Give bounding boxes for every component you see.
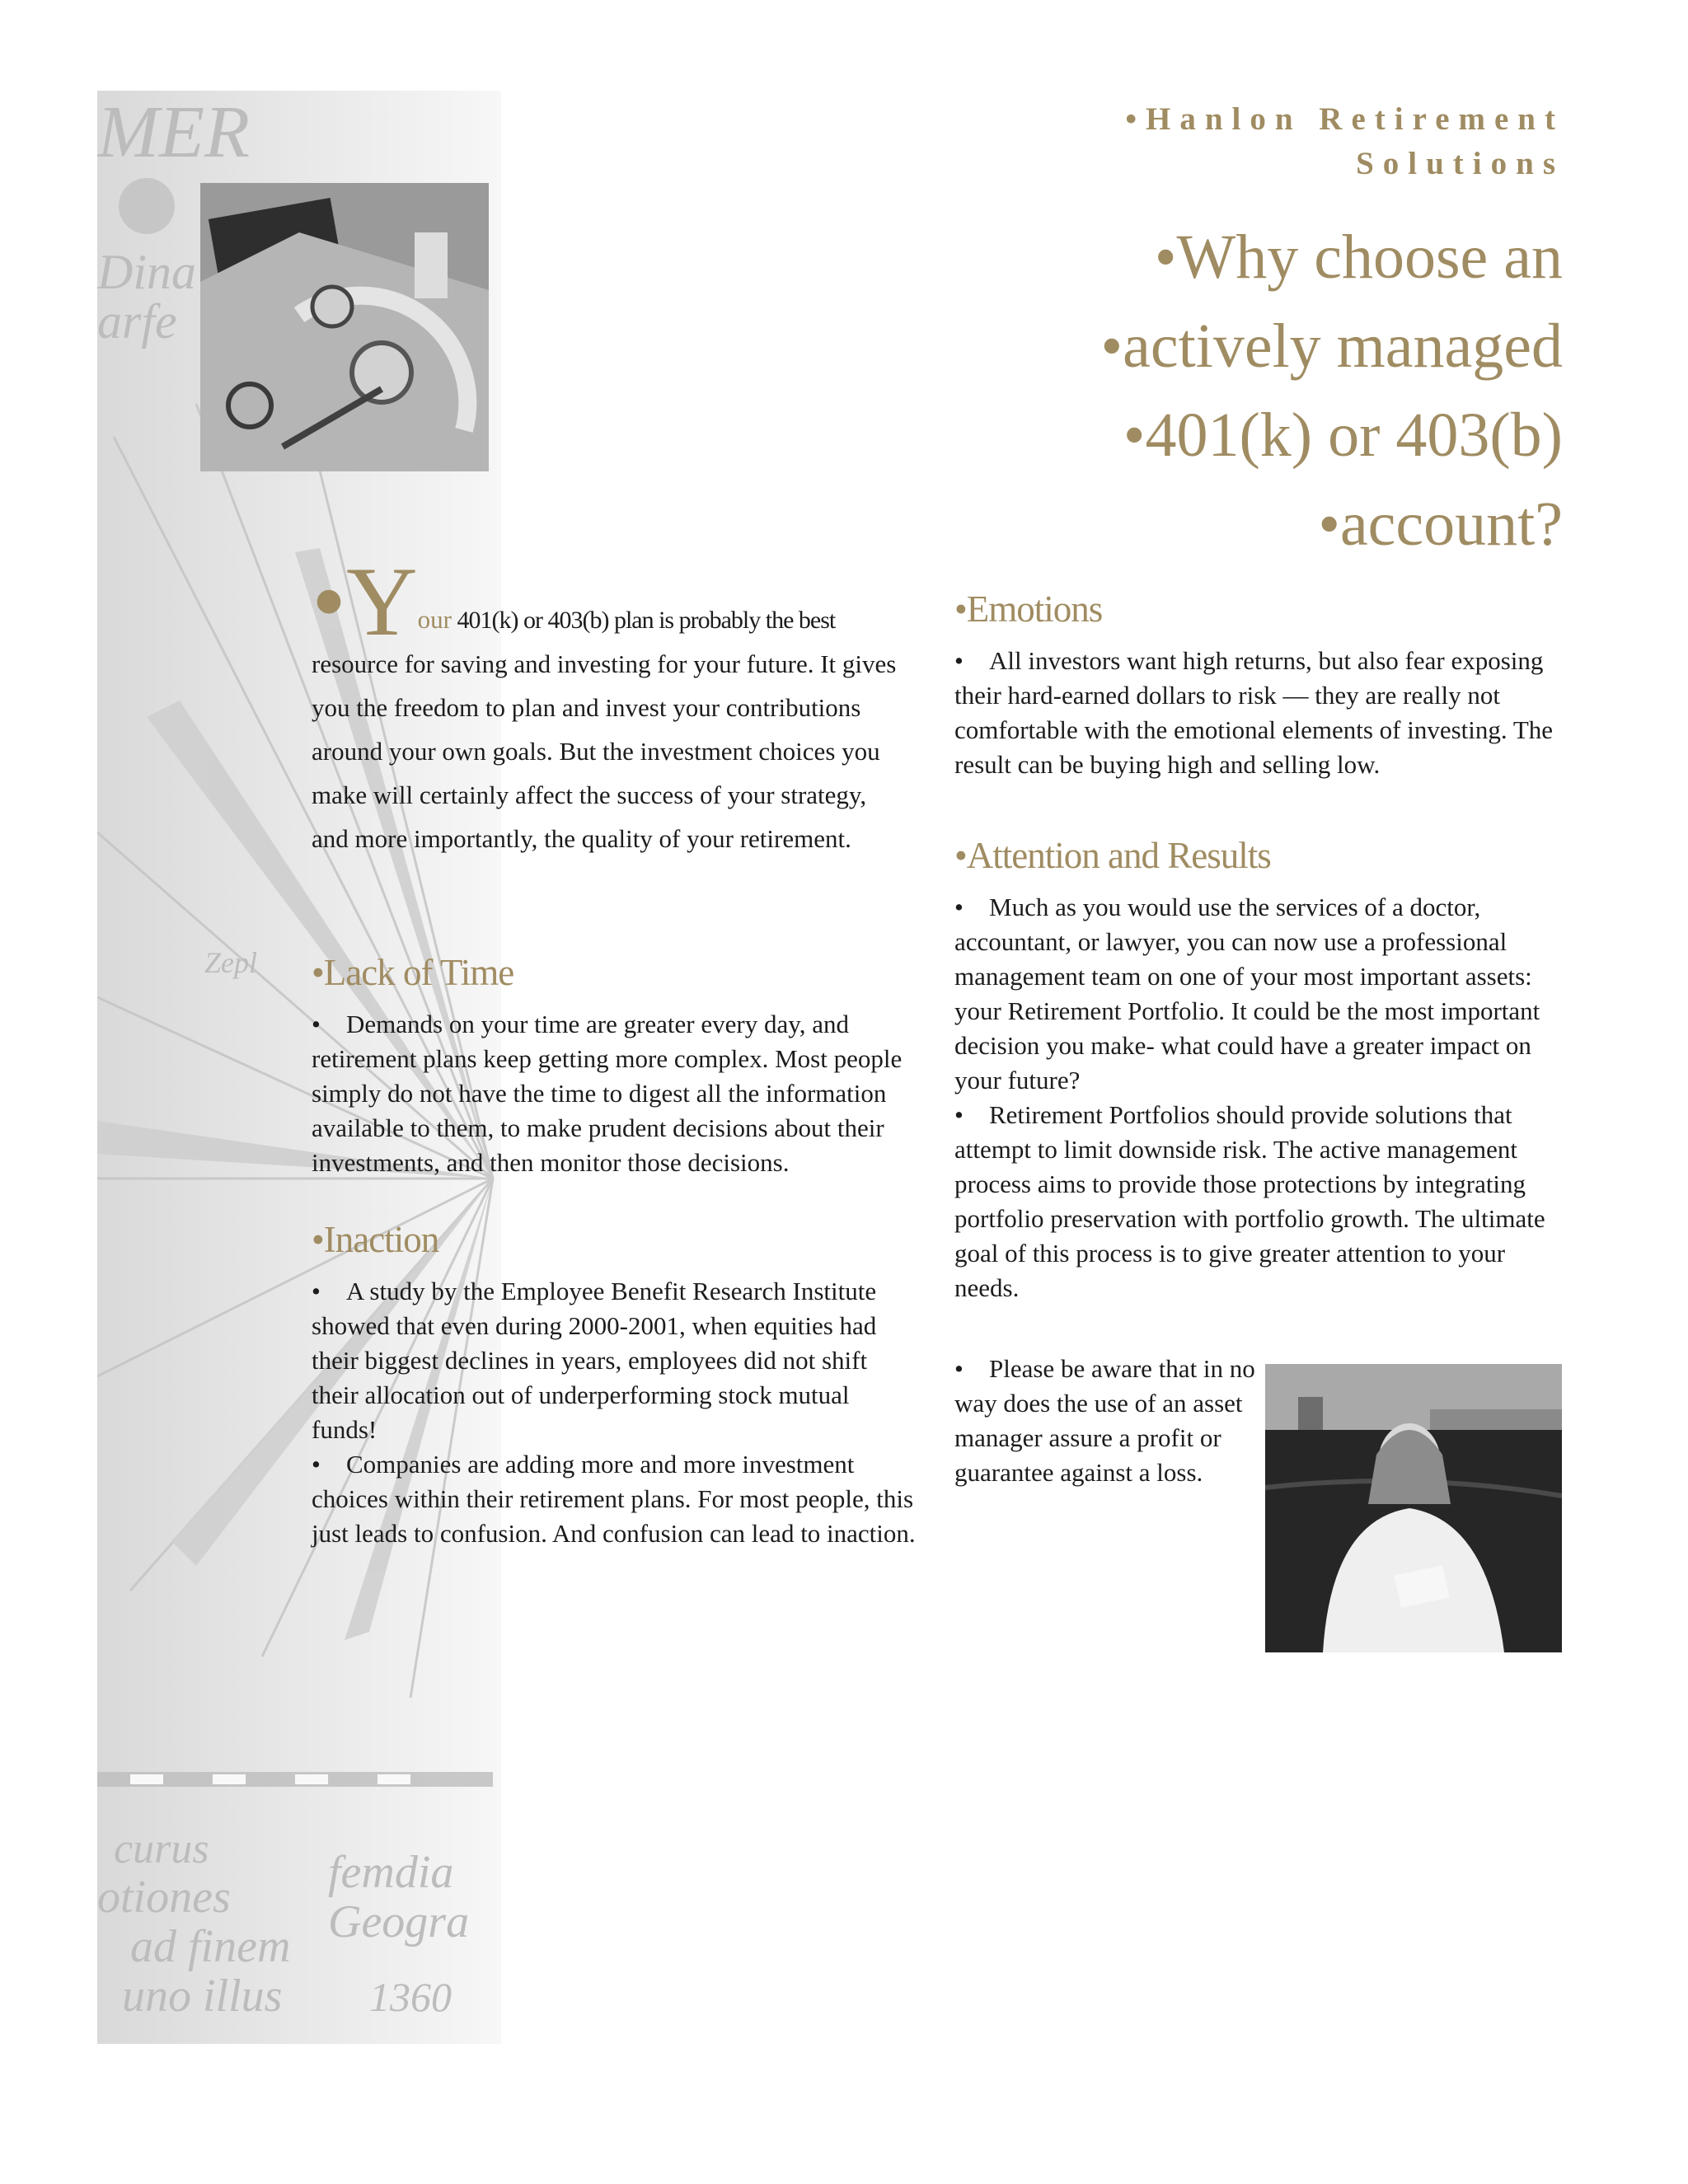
section-body-inaction	[312, 1274, 917, 1551]
bullet-marker: •	[312, 1277, 321, 1305]
bullet-paragraph	[312, 1274, 917, 1447]
bullet-text: Retirement Portfolios should provide solutions that attempt to limit downside risk. The active management process aims to provide those protections by integrating portfolio preservation with portfolio growth. The ultimate goal of this process is to give greater attention to your needs.	[954, 1100, 1545, 1302]
intro-dropcap: •Y	[312, 546, 418, 656]
page-headline	[821, 213, 1563, 569]
bullet-paragraph	[312, 1447, 917, 1551]
bullet-text: Companies are adding more and more investment choices within their retirement plans. For most people, this just leads to confusion. And confusion can lead to inaction.	[312, 1450, 916, 1548]
map-text: femdia	[328, 1847, 454, 1898]
section-body-lack-of-time	[312, 1007, 917, 1180]
map-text: curus	[114, 1825, 209, 1872]
bullet-paragraph	[312, 1007, 917, 1180]
bullet-marker: •	[312, 1010, 321, 1038]
map-text: ad finem	[130, 1921, 291, 1972]
bullet-paragraph	[954, 890, 1564, 1098]
map-text: MER	[97, 91, 250, 173]
intro-paragraph	[312, 546, 905, 860]
map-text: Dina	[97, 245, 196, 299]
section-title-emotions: •Emotions	[954, 588, 1103, 630]
map-text: otiones	[97, 1872, 231, 1923]
navigation-tools-photo	[200, 183, 489, 471]
company-name	[987, 97, 1564, 186]
bullet-text: Much as you would use the services of a doctor, accountant, or lawyer, you can now use a professional management team on one of your most important assets: your Retirement Portfolio. It could be the most important decision you make- what could have a greater impact on your future?	[954, 893, 1540, 1094]
map-text: Zepl	[204, 946, 258, 979]
intro-dropcap-rest: our	[417, 605, 452, 634]
bullet-text: All investors want high returns, but also fear exposing their hard-earned dollars to risk — they are really not comfortable with the emotional elements of investing. The result can be buying high and selling low.	[954, 646, 1554, 779]
headline-line1: •Why choose an	[1154, 223, 1563, 292]
bullet-marker: •	[954, 646, 964, 675]
section-title-inaction: •Inaction	[312, 1219, 439, 1260]
disclaimer-text: Please be aware that in no way does the use of an asset manager assure a profit or guarantee against a loss.	[954, 1354, 1255, 1487]
company-name-line1: •Hanlon Retirement	[1125, 101, 1564, 137]
bullet-marker: •	[954, 1100, 964, 1129]
section-body-attention-results	[954, 890, 1564, 1305]
section-body-emotions	[954, 644, 1564, 782]
bullet-text: Demands on your time are greater every day, and retirement plans keep getting more complex. Most people simply do not have the time to digest all the information available to them, to make prudent decisions about their investments, and then monitor those decisions.	[312, 1010, 903, 1177]
company-name-line2: Solutions	[1356, 146, 1564, 181]
section-title-attention-results: •Attention and Results	[954, 835, 1271, 876]
disclaimer-note	[954, 1352, 1259, 1490]
map-text: 1360	[369, 1974, 452, 2020]
headline-line4: •account?	[1318, 490, 1563, 559]
bullet-marker: •	[312, 1450, 321, 1479]
bullet-marker: •	[954, 1354, 964, 1383]
section-title-lack-of-time: •Lack of Time	[312, 952, 514, 993]
headline-line3: •401(k) or 403(b)	[1123, 401, 1563, 470]
headline-line2: •actively managed	[1100, 312, 1563, 381]
bullet-paragraph	[954, 1098, 1564, 1305]
map-text: uno illus	[122, 1971, 283, 2022]
map-text: Geogra	[328, 1896, 470, 1947]
intro-first-line: 401(k) or 403(b) plan is probably the best	[452, 607, 836, 634]
bullet-paragraph	[954, 644, 1564, 782]
intro-body: resource for saving and investing for your future. It gives you the freedom to plan and invest your contributions around your own goals. But the investment choices you make will certainly affect the success of your strategy, and more importantly, the quality of your retirement.	[312, 649, 897, 853]
woman-writing-photo	[1265, 1364, 1562, 1652]
bullet-text: A study by the Employee Benefit Research Institute showed that even during 2000-2001, when equities had their biggest declines in years, employees did not shift their allocation out of underperforming stock mutual funds!	[312, 1277, 877, 1444]
map-text: arfe	[97, 294, 177, 349]
bullet-marker: •	[954, 893, 964, 921]
